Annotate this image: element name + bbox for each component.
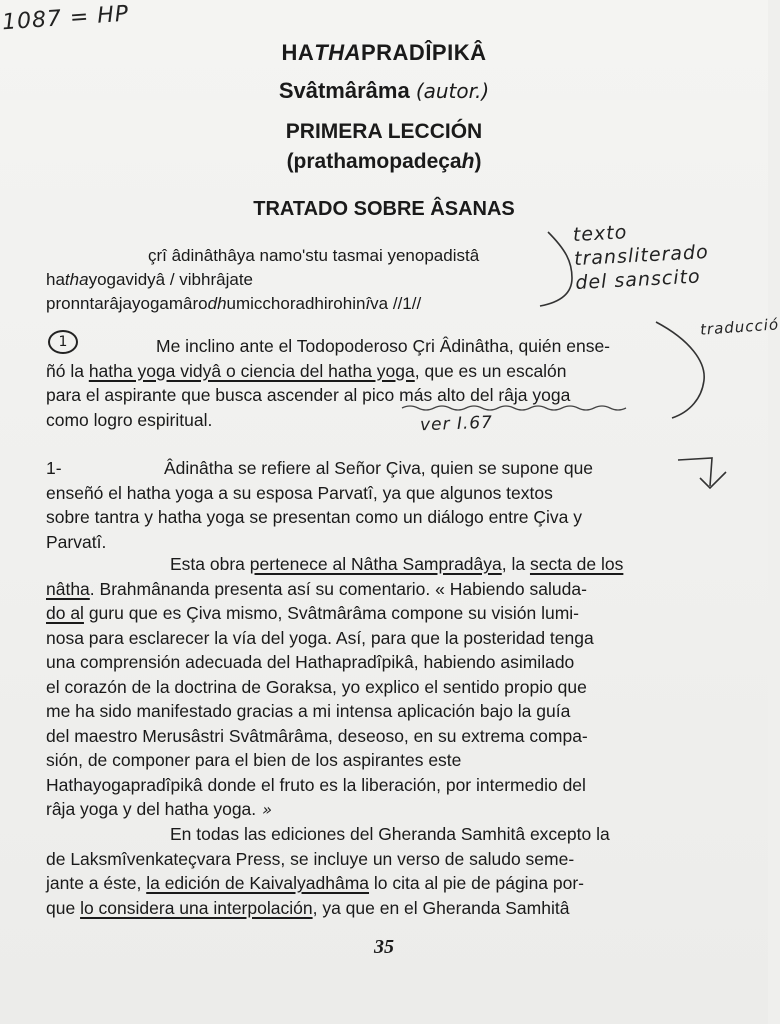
paragraph-commentary-1: 1- Âdinâtha se refiere al Señor Çiva, quien se supone que enseñó el hatha yoga a su esposa Parvatî, ya que algunos textos sobre tantra y hatha yoga se presentan como un diálogo entre Çiva y Parvatî. bbox=[46, 458, 594, 552]
paragraph-commentary-2: Esta obra pertenece al Nâtha Sampradâya, la secta de los nâtha. Brahmânanda presenta así su comentario. « Habiendo saluda- do al guru que es Çiva mismo, Svâtmârâma compone su visión lumi- nosa para esclarecer la vía del yoga. Así, para que la posteridad tenga una comprensión adecuada del Hathapradîpikâ, habiendo asimilado el corazón de la doctrina de Goraksa, yo explico el sentido propio que me ha sido manifestado gracias a mi intensa aplicación bajo la guía del maestro Merusâstri Svâtmârâma, deseoso, en su extrema compa- sión, de componer para el bien de los aspirantes este Hathayogapradîpikâ donde el fruto es la liberación, por intermedio del râja yoga y del hatha yoga. » bbox=[46, 554, 624, 819]
underline-natha-sampradaya: pertenece al Nâtha Sampradâya bbox=[249, 554, 502, 574]
handwritten-top-note: 1087 = HP bbox=[1, 1, 130, 36]
handwritten-autor-note: (autor.) bbox=[415, 79, 490, 103]
lesson-sanskrit-title: (prathamopadeçah) bbox=[286, 150, 482, 173]
sanskrit-transliteration bbox=[46, 244, 566, 316]
author-name: Svâtmârâma bbox=[278, 78, 410, 103]
section-title: TRATADO SOBRE ÂSANAS bbox=[253, 198, 515, 220]
underline-secta: secta de los bbox=[529, 554, 624, 574]
handwritten-translit-note: texto transliterado del sanscito bbox=[572, 221, 710, 295]
underline-interpolacion: lo considera una interpolación bbox=[80, 897, 313, 918]
note-number: 1- bbox=[46, 458, 62, 478]
translit-line-1: çrî âdinâthâya namo'stu tasmai yenopadistâ bbox=[148, 246, 480, 265]
underline-hatha-yoga-vidya: hatha yoga vidyâ o ciencia del hatha yoga bbox=[88, 360, 415, 381]
page-number: 35 bbox=[374, 936, 394, 958]
translit-line-3: pronntarâjayogamârodhumicchoradhirohinîva //1// bbox=[46, 294, 422, 313]
author-line bbox=[0, 78, 768, 104]
circled-number: 1 bbox=[48, 330, 78, 354]
lesson-title: PRIMERA LECCIÓN bbox=[285, 120, 483, 143]
arrow-down-right bbox=[678, 458, 726, 488]
handwritten-translation-note: traducció bbox=[699, 315, 780, 339]
translit-line-2: hathayogavidyâ / vibhrâjate bbox=[46, 270, 253, 289]
underline-kaivalyadhama: la edición de Kaivalyadhâma bbox=[146, 873, 370, 893]
paragraph-translation: Me inclino ante el Todopoderoso Çri Âdinâtha, quién ense- ñó la hatha yoga vidyâ o ciencia del hatha yoga, que es un escalón para el aspirante que busca ascender al pico más alto del râja yoga como logro espiritual. bbox=[46, 336, 611, 430]
paragraph-commentary-3: En todas las ediciones del Gheranda Samhitâ excepto la de Laksmîvenkateçvara Press, se incluye un verso de saludo seme- jante a éste, la edición de Kaivalyadhâma lo cita al pie de página por- que lo considera una interpolación, ya que en el Gheranda Samhitâ bbox=[46, 824, 610, 918]
handwritten-ref-note: ver I.67 bbox=[419, 412, 494, 436]
book-title: HATHAPRADÎPIKÂ bbox=[281, 40, 487, 65]
